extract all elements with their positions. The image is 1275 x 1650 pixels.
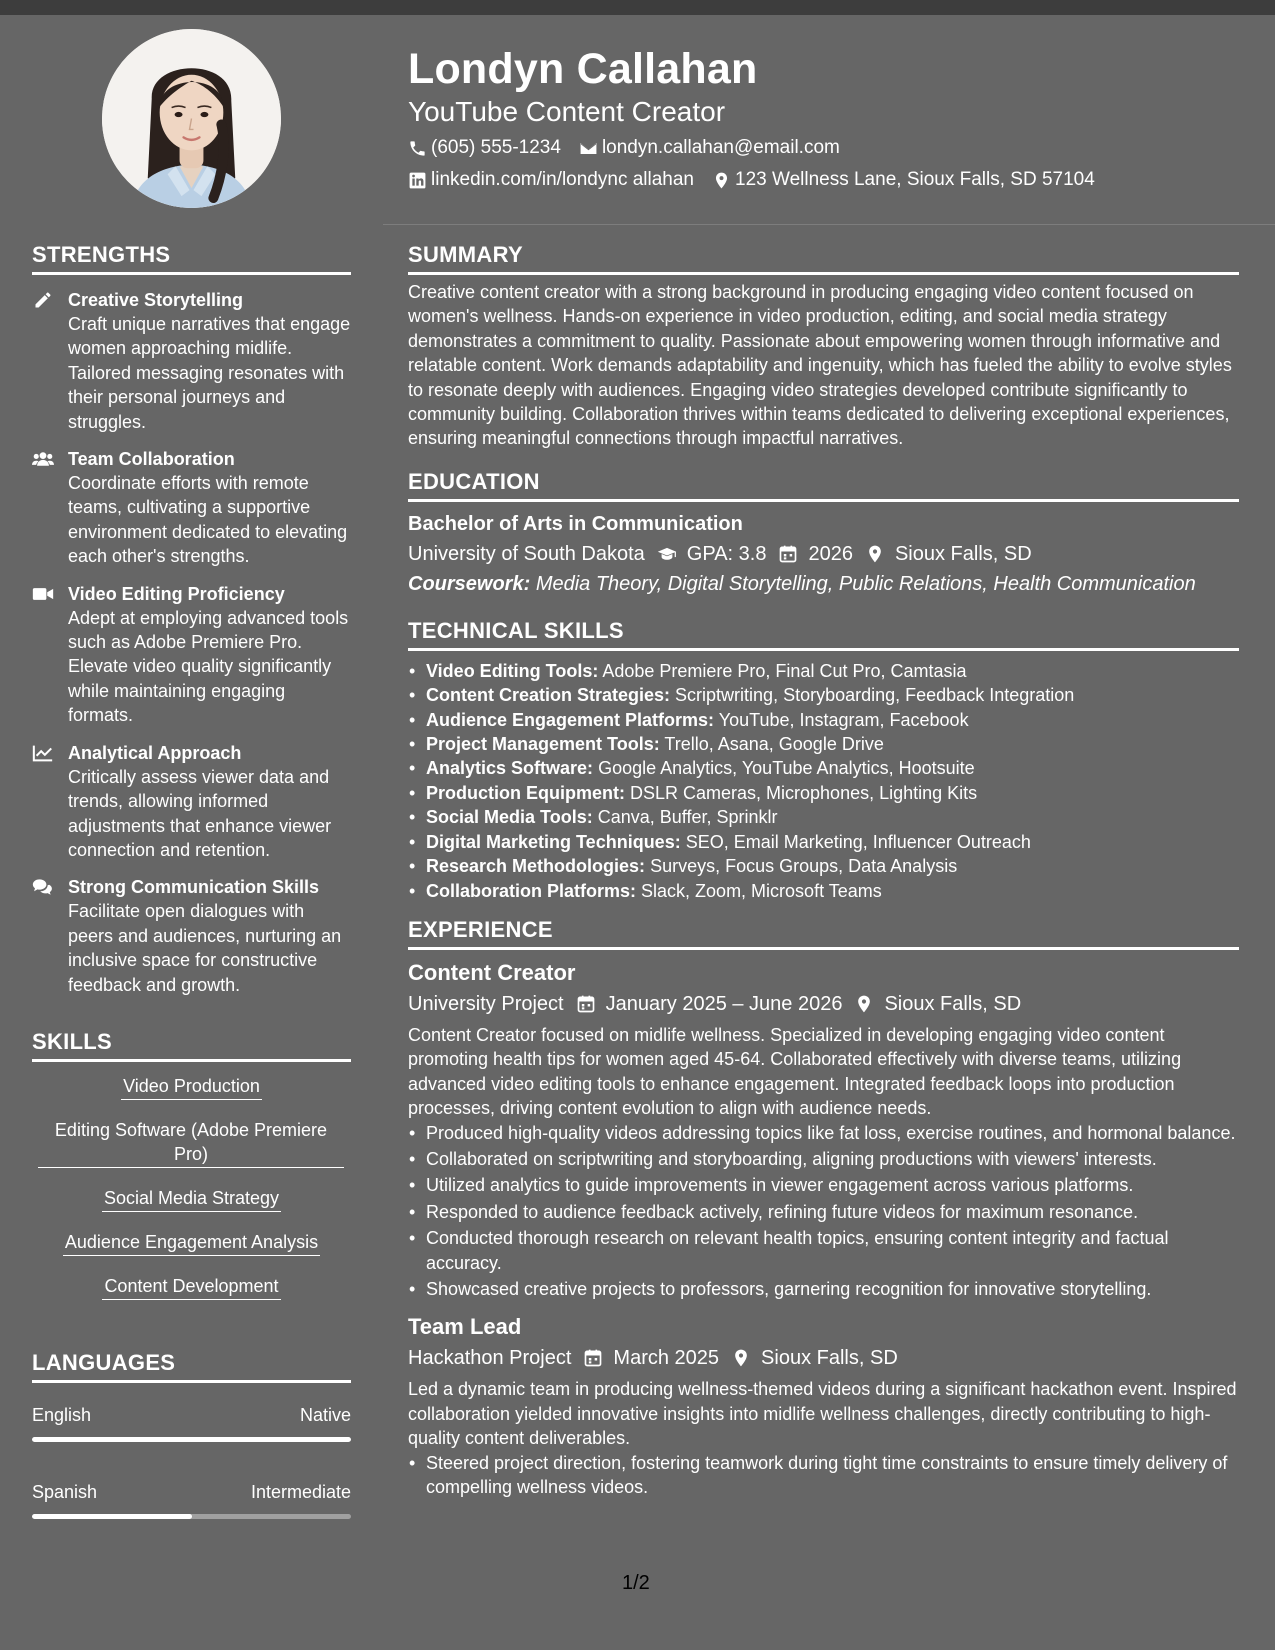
technical-skills-heading: TECHNICAL SKILLS (408, 618, 1239, 651)
summary-heading: SUMMARY (408, 242, 1239, 275)
email-text: londyn.callahan@email.com (601, 137, 840, 158)
strength-item (32, 288, 351, 434)
job-organization: Hackathon Project (408, 1347, 572, 1370)
languages-heading: LANGUAGES (32, 1350, 351, 1383)
summary-text: Creative content creator with a strong background in producing engaging video content focused on women's wellness. Hands-on experience in video production, editing, and social media strategy demonstrates a commitment to quality. Passionate about empowering women through informative and relatable content. Work demands adaptability and ingenuity, which has fueled the ability to evolve styles to resonate deeply with audiences. Engaging video strategies developed contribute significantly to community building. Collaboration thrives within teams dedicated to delivering exceptional experiences, ensuring meaningful connections through impactful narratives. (408, 282, 1232, 449)
education-heading: EDUCATION (408, 469, 1239, 502)
job-bullet: • Steered project direction, fostering teamwork during tight time constraints to ensure timely delivery of compelling wellness videos. (408, 1451, 1239, 1500)
linkedin-text: linkedin.com/in/londync allahan (431, 169, 694, 190)
coursework-list: Media Theory, Digital Storytelling, Public Relations, Health Communication (535, 572, 1196, 595)
language-item (32, 1403, 351, 1442)
strength-title: Creative Storytelling (68, 290, 244, 310)
resume-header (408, 42, 1248, 192)
strength-title: Strong Communication Skills (68, 877, 320, 898)
strengths-heading: STRENGTHS (32, 242, 351, 275)
job-bullets (408, 1121, 1239, 1302)
left-column (32, 242, 351, 1519)
degree: Bachelor of Arts in Communication (408, 512, 743, 535)
skill-item: Content Development (102, 1274, 280, 1300)
job-title: YouTube Content Creator (408, 96, 726, 127)
job-description: Content Creator focused on midlife wellness. Specialized in developing engaging video content promoting health tips for women aged 45-64. Collaborated effectively with diverse teams, utilizing advanced video editing tools to enhance engagement. Integrated feedback loops into production processes, driving content evolution to align with audience needs. (408, 1024, 1182, 1119)
candidate-name: Londyn Callahan (408, 45, 758, 93)
profile-photo (102, 29, 281, 208)
calendar-icon (583, 1348, 603, 1368)
strength-item (32, 741, 351, 863)
calendar-icon (576, 994, 596, 1014)
job-bullet: • Conducted thorough research on relevant health topics, ensuring content integrity and factual accuracy. (408, 1226, 1239, 1275)
map-marker-icon (712, 171, 731, 190)
skill-item: Editing Software (Adobe Premiere Pro) (38, 1118, 344, 1168)
language-name: English (32, 1404, 92, 1425)
graduation-cap-icon (657, 544, 677, 564)
header-divider (383, 224, 1275, 225)
top-bar (0, 0, 1275, 15)
phone-text: (605) 555-1234 (431, 137, 561, 158)
job-role-title: Team Lead (408, 1314, 522, 1340)
strength-item (32, 582, 351, 728)
contact-row-2 (408, 168, 1248, 192)
email-contact[interactable] (579, 136, 840, 160)
contact-row-1 (408, 136, 1248, 160)
coursework (408, 570, 1239, 598)
graduation-year: 2026 (808, 542, 853, 565)
job-bullet: • Utilized analytics to guide improvements in viewer engagement across various platforms. (408, 1173, 1239, 1197)
job-bullet: • Produced high-quality videos addressing topics like fat loss, exercise routines, and hormonal balance. (408, 1121, 1239, 1145)
technical-skills-list (408, 659, 1239, 903)
job-bullets (408, 1451, 1239, 1500)
education-location: Sioux Falls, SD (894, 542, 1032, 565)
skills-heading: SKILLS (32, 1029, 351, 1062)
map-marker-icon (865, 544, 885, 564)
skill-item: Social Media Strategy (102, 1186, 281, 1212)
envelope-icon (579, 139, 598, 158)
video-icon (32, 584, 54, 604)
map-marker-icon (731, 1348, 751, 1368)
job-description: Led a dynamic team in producing wellness-themed videos during a significant hackathon event. Inspired collaboration yielded innovative insights into midlife wellness challenges, directly contributing to high-quality content deliverables. (408, 1379, 1237, 1449)
calendar-icon (778, 544, 798, 564)
tech-skill-item: • Analytics Software: Google Analytics, YouTube Analytics, Hootsuite (408, 756, 1239, 780)
job-meta (408, 1344, 1239, 1372)
strength-description: Coordinate efforts with remote teams, cultivating a supportive environment dedicated to elevating each other's strengths. (68, 473, 348, 567)
school-name: University of South Dakota (408, 542, 645, 565)
address-contact (712, 168, 1095, 192)
tech-skill-item: • Digital Marketing Techniques: SEO, Email Marketing, Influencer Outreach (408, 830, 1239, 854)
skills-list (32, 1074, 351, 1318)
job-dates: January 2025 – June 2026 (605, 992, 843, 1015)
strength-item (32, 447, 351, 569)
users-icon (32, 449, 54, 469)
tech-skill-item: • Research Methodologies: Surveys, Focus Groups, Data Analysis (408, 854, 1239, 878)
chart-line-icon (32, 743, 54, 763)
gpa: GPA: 3.8 (686, 542, 767, 565)
job-meta (408, 990, 1239, 1018)
job-role-title: Content Creator (408, 959, 576, 985)
map-marker-icon (854, 994, 874, 1014)
tech-skill-item: • Project Management Tools: Trello, Asana, Google Drive (408, 732, 1239, 756)
strength-title: Analytical Approach (68, 742, 242, 763)
strength-item (32, 875, 351, 997)
education-meta (408, 540, 1239, 568)
comments-icon (32, 877, 54, 897)
job-dates: March 2025 (613, 1347, 720, 1370)
tech-skill-item: • Audience Engagement Platforms: YouTube, Instagram, Facebook (408, 708, 1239, 732)
tech-skill-item: • Social Media Tools: Canva, Buffer, Sprinklr (408, 805, 1239, 829)
job-organization: University Project (408, 992, 564, 1015)
linkedin-icon (408, 171, 427, 190)
strength-description: Facilitate open dialogues with peers and audiences, nurturing an inclusive space for constructive feedback and growth. (68, 901, 342, 995)
job-bullet: • Responded to audience feedback actively, refining future videos for maximum resonance. (408, 1200, 1239, 1224)
language-level: Intermediate (250, 1481, 351, 1502)
job-location: Sioux Falls, SD (884, 992, 1022, 1015)
language-level: Native (299, 1404, 351, 1425)
address-text: 123 Wellness Lane, Sioux Falls, SD 57104 (735, 169, 1095, 190)
strength-description: Adept at employing advanced tools such as Adobe Premiere Pro. Elevate video quality significantly while maintaining engaging formats. (68, 607, 349, 726)
language-proficiency-bar (32, 1437, 351, 1442)
linkedin-contact[interactable] (408, 168, 694, 192)
page-number: 1/2 (622, 1572, 650, 1594)
language-name: Spanish (32, 1481, 98, 1502)
language-proficiency-bar (32, 1514, 351, 1519)
strength-title: Team Collaboration (68, 449, 235, 470)
skill-item: Audience Engagement Analysis (63, 1230, 320, 1256)
tech-skill-item: • Video Editing Tools: Adobe Premiere Pro, Final Cut Pro, Camtasia (408, 659, 1239, 683)
language-proficiency-fill (32, 1514, 192, 1519)
job-location: Sioux Falls, SD (761, 1347, 898, 1370)
strength-description: Craft unique narratives that engage women approaching midlife. Tailored messaging resonates with their personal journeys and struggles. (68, 314, 351, 432)
right-column (408, 242, 1239, 1499)
job-bullet: • Showcased creative projects to professors, garnering recognition for innovative storytelling. (408, 1277, 1239, 1301)
language-item (32, 1480, 351, 1519)
tech-skill-item: • Content Creation Strategies: Scriptwriting, Storyboarding, Feedback Integration (408, 683, 1239, 707)
strength-description: Critically assess viewer data and trends, allowing informed adjustments that enhance viewer connection and retention. (68, 766, 332, 860)
job-bullet: • Collaborated on scriptwriting and storyboarding, aligning productions with viewers' interests. (408, 1147, 1239, 1171)
strength-title: Video Editing Proficiency (68, 583, 285, 604)
pencil-icon (32, 290, 54, 310)
coursework-label: Coursework: (408, 572, 531, 595)
language-proficiency-fill (32, 1437, 351, 1442)
skill-item: Video Production (121, 1074, 262, 1100)
tech-skill-item: • Collaboration Platforms: Slack, Zoom, Microsoft Teams (408, 879, 1239, 903)
phone-contact[interactable] (408, 136, 561, 160)
tech-skill-item: • Production Equipment: DSLR Cameras, Microphones, Lighting Kits (408, 781, 1239, 805)
experience-heading: EXPERIENCE (408, 917, 1239, 950)
phone-icon (408, 139, 427, 158)
